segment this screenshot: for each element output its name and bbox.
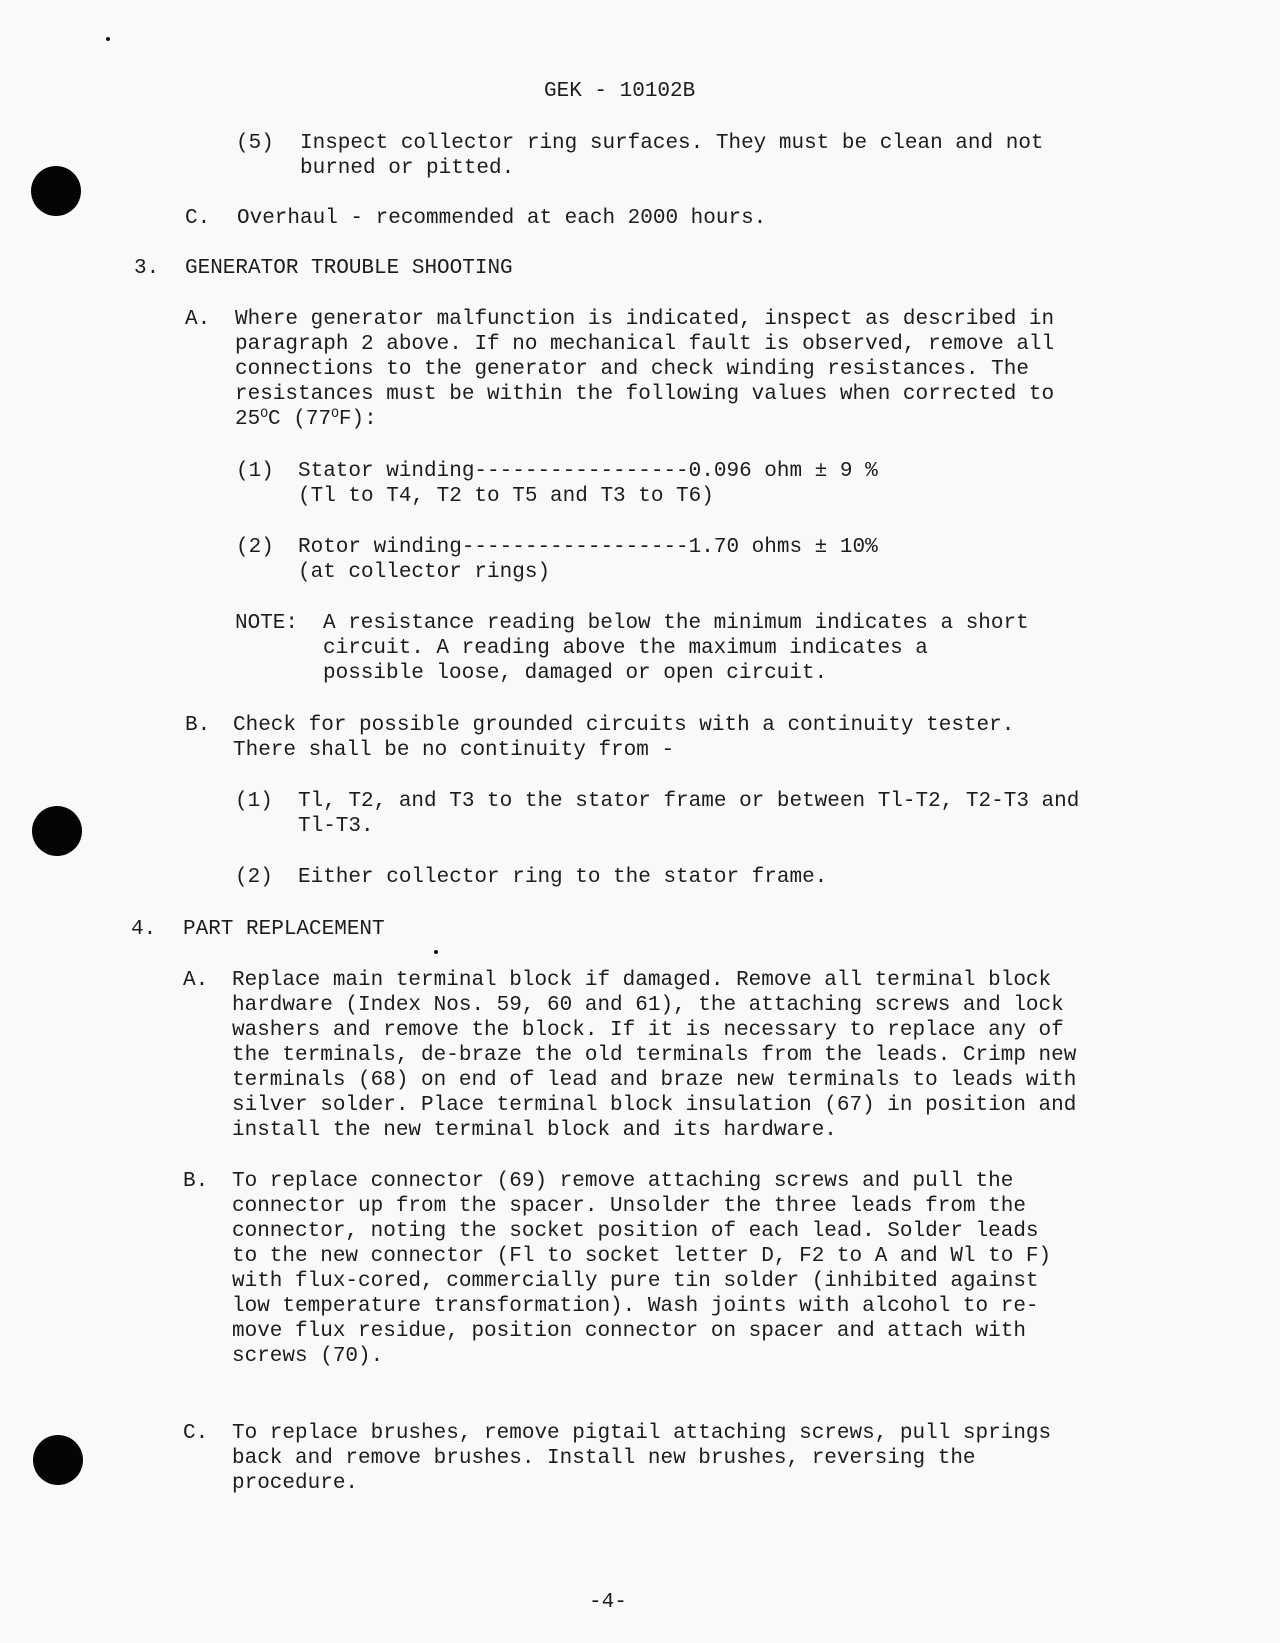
section-4-b-line-3: connector, noting the socket position of each lead. Solder leads [232, 1220, 1039, 1243]
section-4-a-line-7: install the new terminal block and its hardware. [232, 1119, 837, 1142]
degree-superscript: O [331, 406, 339, 421]
ground-check-2-label: (2) [235, 866, 273, 889]
section-3-a-line-1: Where generator malfunction is indicated, inspect as described in [235, 308, 1055, 331]
note-line-3: possible loose, damaged or open circuit. [323, 662, 828, 685]
temperature-f-unit: F): [338, 408, 377, 431]
section-3-a-line-3: connections to the generator and check winding resistances. The [235, 358, 1029, 381]
rotor-winding-location: (at collector rings) [298, 561, 551, 584]
ground-check-2-text: Either collector ring to the stator frame. [298, 866, 828, 889]
section-4-a-line-5: terminals (68) on end of lead and braze new terminals to leads with [232, 1069, 1077, 1092]
section-3-a-line-2: paragraph 2 above. If no mechanical fault is observed, remove all [235, 333, 1055, 356]
rotor-winding-spec: Rotor winding------------------1.70 ohms ± 10% [298, 536, 878, 559]
section-3-a-line-5 [235, 407, 377, 432]
section-4-b-line-2: connector up from the spacer. Unsolder the three leads from the [232, 1195, 1026, 1218]
ground-check-1-label: (1) [235, 790, 273, 813]
stator-winding-spec: Stator winding-----------------0.096 ohm ± 9 % [298, 460, 878, 483]
section-4-b-line-5: with flux-cored, commercially pure tin solder (inhibited against [232, 1270, 1039, 1293]
section-4-c-label: C. [183, 1422, 209, 1445]
ground-check-1-line-2: Tl-T3. [298, 815, 374, 838]
section-4-c-line-2: back and remove brushes. Install new brushes, reversing the [232, 1447, 976, 1470]
section-3-b-line-2: There shall be no continuity from - [233, 739, 675, 762]
note-label: NOTE: [235, 612, 299, 635]
degree-superscript: O [260, 406, 269, 421]
stator-item-label: (1) [236, 460, 274, 483]
section-4-a-line-1: Replace main terminal block if damaged. Remove all terminal block [232, 969, 1052, 992]
scan-speck [434, 950, 438, 954]
document-header: GEK - 10102B [544, 80, 696, 103]
section-4-b-label: B. [183, 1170, 209, 1193]
section-4-title: PART REPLACEMENT [183, 918, 385, 941]
section-4-a-label: A. [183, 969, 209, 992]
section-4-b-line-6: low temperature transformation). Wash joints with alcohol to re- [232, 1295, 1039, 1318]
section-3-title: GENERATOR TROUBLE SHOOTING [185, 257, 513, 280]
item-5-line-1: Inspect collector ring surfaces. They must be clean and not [300, 132, 1044, 155]
section-4-number: 4. [131, 918, 157, 941]
page-number: -4- [589, 1591, 627, 1614]
section-3-b-label: B. [185, 714, 211, 737]
ground-check-1-line-1: Tl, T2, and T3 to the stator frame or between Tl-T2, T2-T3 and [298, 790, 1080, 813]
rotor-item-label: (2) [236, 536, 274, 559]
binder-hole-middle [32, 806, 82, 856]
temperature-c-number: 25 [235, 408, 261, 431]
note-line-2: circuit. A reading above the maximum indicates a [323, 637, 928, 660]
section-4-c-line-1: To replace brushes, remove pigtail attaching screws, pull springs [232, 1422, 1052, 1445]
temperature-c-unit: C [268, 408, 294, 431]
item-5-line-2: burned or pitted. [300, 157, 515, 180]
section-4-a-line-3: washers and remove the block. If it is necessary to replace any of [232, 1019, 1064, 1042]
binder-hole-top [31, 166, 81, 216]
scan-speck [106, 37, 110, 41]
section-4-b-line-8: screws (70). [232, 1345, 384, 1368]
section-3-number: 3. [134, 257, 160, 280]
section-4-b-line-7: move flux residue, position connector on spacer and attach with [232, 1320, 1026, 1343]
section-3-a-label: A. [185, 308, 211, 331]
item-c-text: Overhaul - recommended at each 2000 hours. [237, 207, 767, 230]
section-4-a-line-4: the terminals, de-braze the old terminals from the leads. Crimp new [232, 1044, 1077, 1067]
section-4-a-line-6: silver solder. Place terminal block insulation (67) in position and [232, 1094, 1077, 1117]
note-line-1: A resistance reading below the minimum indicates a short [323, 612, 1029, 635]
section-4-b-line-1: To replace connector (69) remove attaching screws and pull the [232, 1170, 1014, 1193]
stator-winding-terminals: (Tl to T4, T2 to T5 and T3 to T6) [298, 485, 714, 508]
section-3-b-line-1: Check for possible grounded circuits with a continuity tester. [233, 714, 1015, 737]
item-5-label: (5) [236, 132, 274, 155]
binder-hole-bottom [33, 1435, 83, 1485]
item-c-label: C. [185, 207, 211, 230]
section-4-c-line-3: procedure. [232, 1472, 359, 1495]
section-3-a-line-4: resistances must be within the following values when corrected to [235, 383, 1055, 406]
section-4-a-line-2: hardware (Index Nos. 59, 60 and 61), the attaching screws and lock [232, 994, 1064, 1017]
temperature-f-number: (77 [293, 408, 332, 431]
section-4-b-line-4: to the new connector (Fl to socket letter D, F2 to A and Wl to F) [232, 1245, 1052, 1268]
